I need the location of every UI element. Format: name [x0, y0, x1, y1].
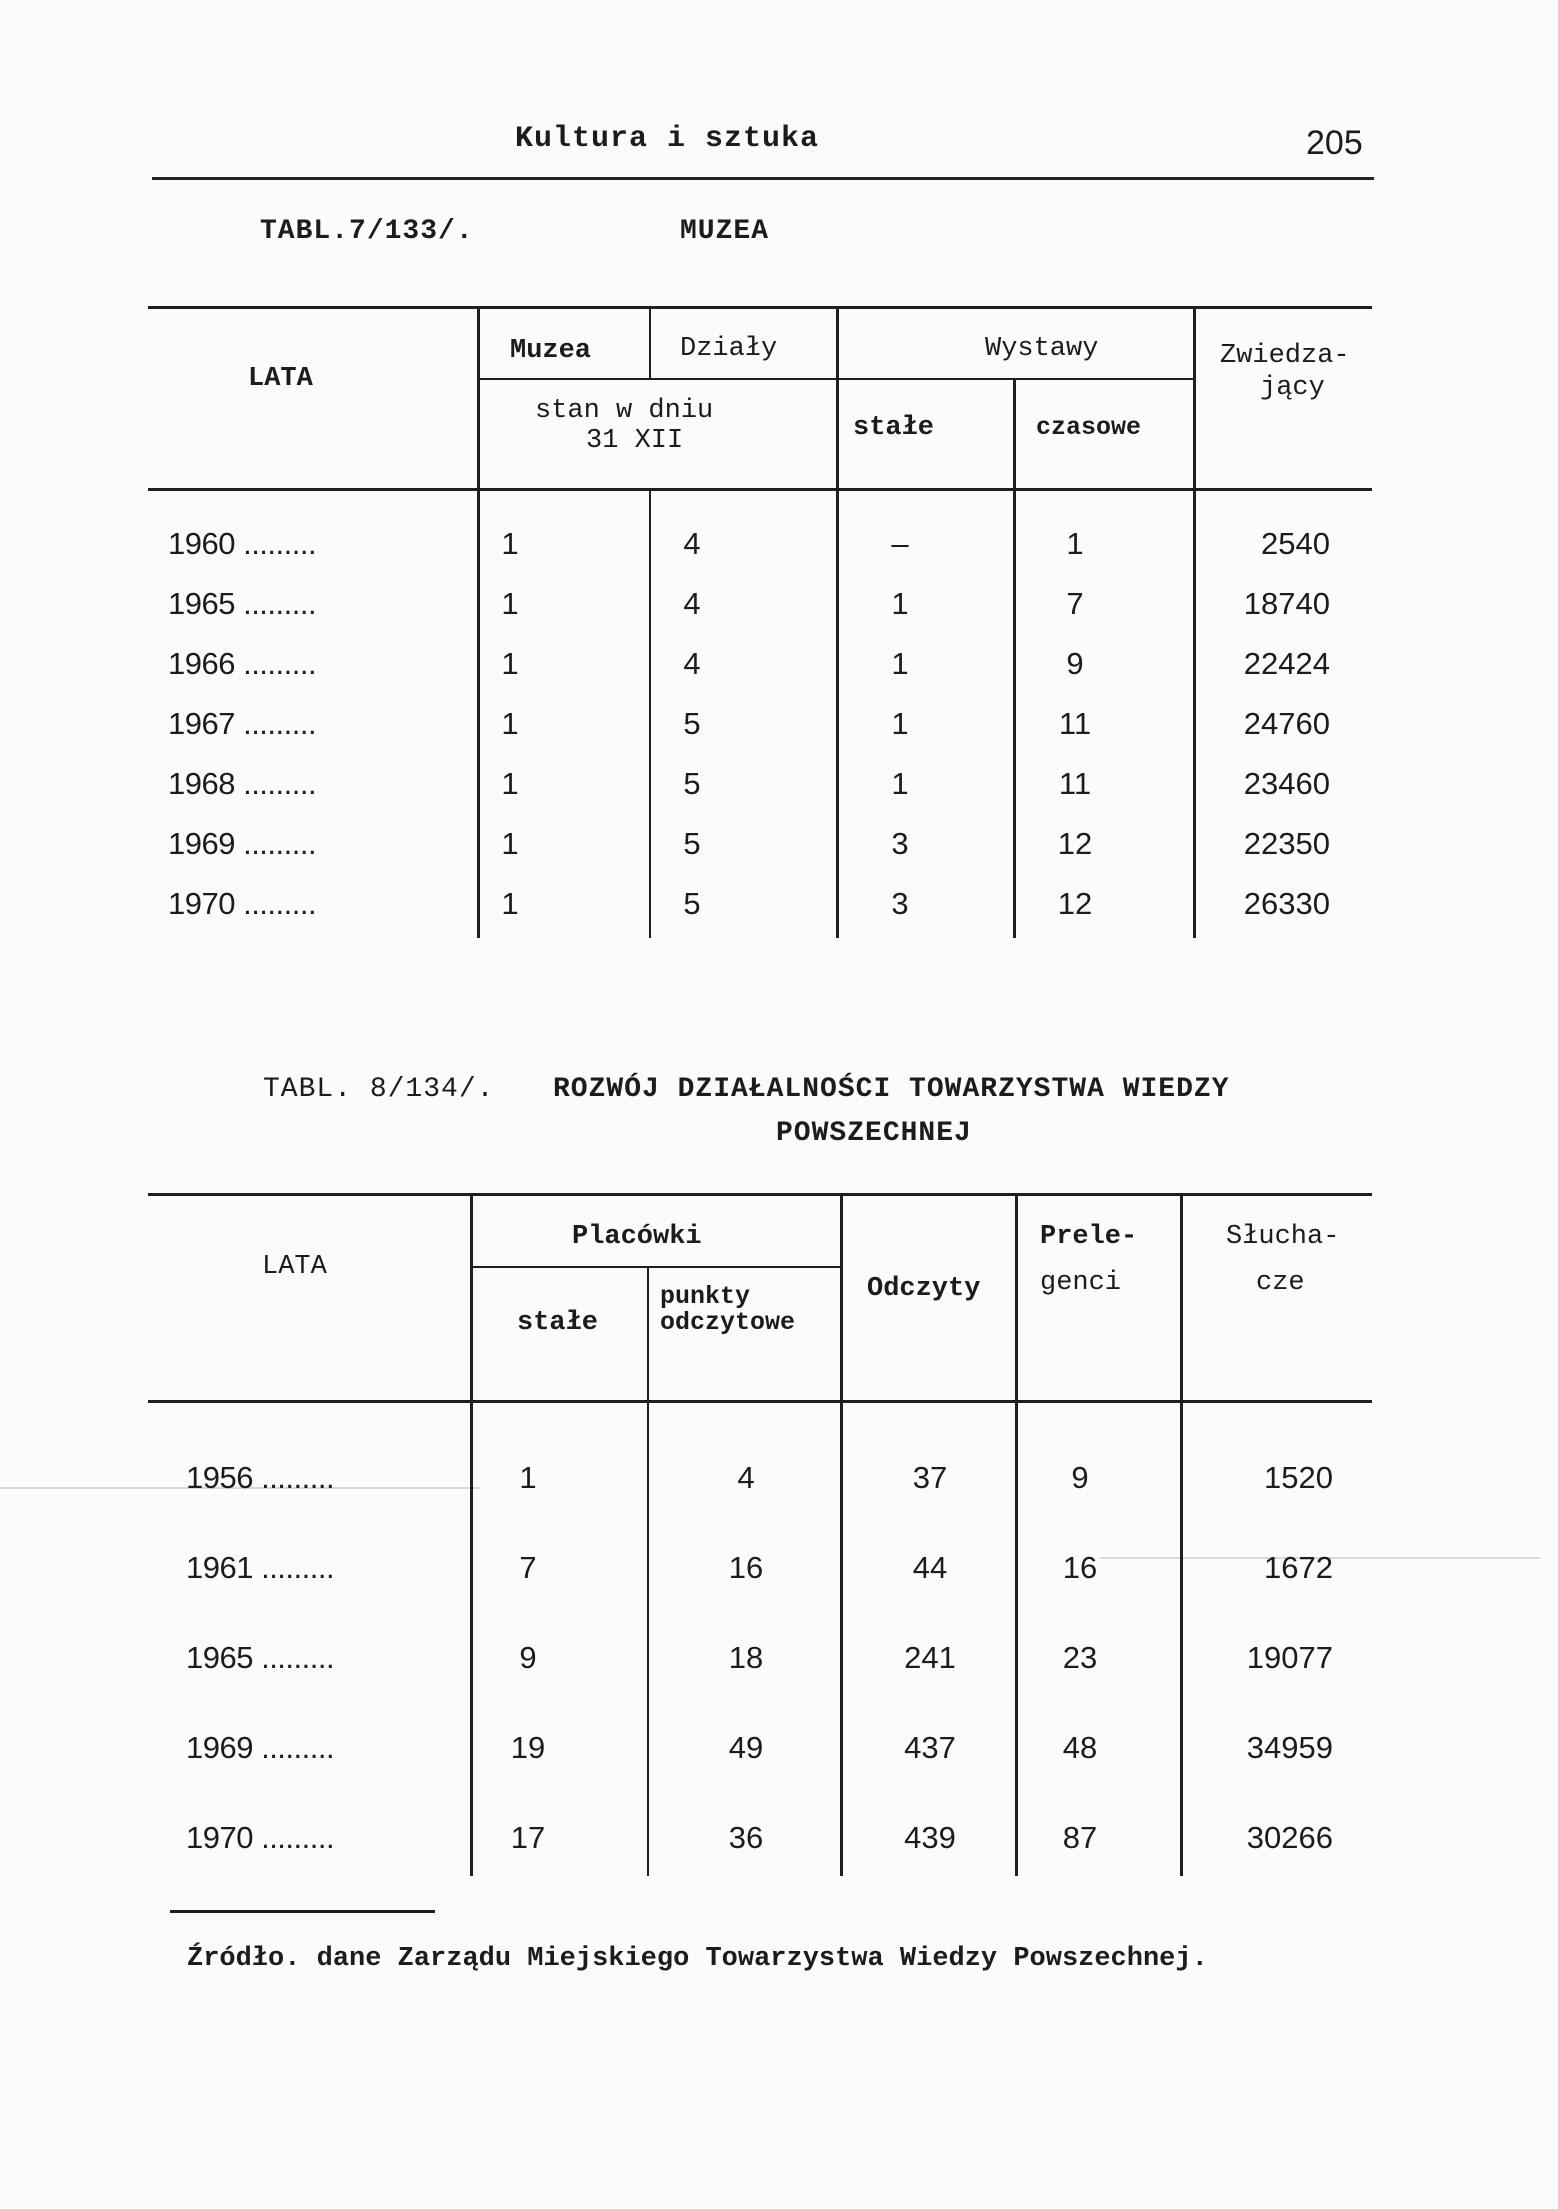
- table1-header-lata: LATA: [248, 364, 313, 394]
- table2-header-prelegenci-line1: Prele-: [1040, 1222, 1138, 1252]
- cell-odczyty: 437: [904, 1730, 956, 1765]
- cell-stale: 1: [891, 586, 909, 621]
- table2-col-divider: [1180, 1193, 1183, 1876]
- cell-odczyty: 439: [904, 1820, 956, 1855]
- cell-czasowe: 11: [1058, 766, 1092, 801]
- cell-dzialy: 4: [683, 526, 701, 561]
- cell-zwiedzajacy: 24760: [1243, 706, 1330, 741]
- cell-stale: 3: [891, 826, 909, 861]
- table2-header-stale: stałe: [517, 1308, 599, 1338]
- cell-stale: 3: [891, 886, 909, 921]
- table2-col-divider: [840, 1193, 843, 1876]
- row-year-label: 1970 .........: [168, 886, 317, 921]
- cell-dzialy: 5: [683, 766, 701, 801]
- table1-col-divider: [1013, 380, 1016, 938]
- cell-odczyty: 37: [912, 1460, 948, 1495]
- table2-top-rule: [148, 1193, 1372, 1196]
- table1-col-divider: [477, 306, 480, 938]
- table1-header-stan-line2: 31 XII: [586, 426, 684, 456]
- cell-punkty: 4: [737, 1460, 755, 1495]
- cell-sluchacze: 19077: [1246, 1640, 1333, 1675]
- table1-caption-title: MUZEA: [680, 216, 770, 247]
- row-year-label: 1960 .........: [168, 526, 317, 561]
- cell-prelegenci: 16: [1062, 1550, 1098, 1585]
- table1-subheader-rule: [478, 378, 838, 380]
- cell-prelegenci: 48: [1062, 1730, 1098, 1765]
- table1-wystawy-rule: [838, 378, 1196, 380]
- table2-header-odczyty: Odczyty: [867, 1274, 981, 1304]
- table1-header-czasowe: czasowe: [1036, 413, 1142, 442]
- row-year-label: 1969 .........: [186, 1730, 335, 1765]
- row-year-label: 1969 .........: [168, 826, 317, 861]
- cell-dzialy: 4: [683, 646, 701, 681]
- cell-muzea: 1: [501, 886, 519, 921]
- table2-caption-title-line2: POWSZECHNEJ: [776, 1118, 972, 1149]
- cell-stale: 1: [891, 646, 909, 681]
- cell-muzea: 1: [501, 766, 519, 801]
- cell-prelegenci: 87: [1062, 1820, 1098, 1855]
- table2-col-divider: [647, 1268, 649, 1876]
- cell-sluchacze: 34959: [1246, 1730, 1333, 1765]
- table1-col-divider: [836, 306, 839, 938]
- cell-muzea: 1: [501, 646, 519, 681]
- cell-zwiedzajacy: 26330: [1243, 886, 1330, 921]
- row-year-label: 1970 .........: [186, 1820, 335, 1855]
- cell-stale: 1: [891, 766, 909, 801]
- row-year-label: 1966 .........: [168, 646, 317, 681]
- table1-header-dzialy: Działy: [680, 334, 778, 364]
- table2-subheader-rule: [472, 1266, 842, 1268]
- page-number: 205: [1306, 124, 1363, 162]
- cell-odczyty: 44: [912, 1550, 948, 1585]
- table2-header-placowki: Placówki: [572, 1222, 702, 1252]
- table2-header-lata: LATA: [262, 1252, 327, 1282]
- cell-czasowe: 9: [1066, 646, 1084, 681]
- cell-odczyty: 241: [904, 1640, 956, 1675]
- cell-zwiedzajacy: 18740: [1243, 586, 1330, 621]
- table1-top-rule: [148, 306, 1372, 309]
- table2-caption-title-line1: ROZWÓJ DZIAŁALNOŚCI TOWARZYSTWA WIEDZY: [553, 1074, 1230, 1105]
- cell-muzea: 1: [501, 826, 519, 861]
- row-year-label: 1967 .........: [168, 706, 317, 741]
- cell-punkty: 18: [728, 1640, 764, 1675]
- cell-punkty: 36: [728, 1820, 764, 1855]
- table1-header-stan-line1: stan w dniu: [535, 396, 714, 426]
- cell-czasowe: 12: [1057, 886, 1093, 921]
- cell-dzialy: 5: [683, 706, 701, 741]
- table2-caption-id: TABL. 8/134/.: [263, 1074, 495, 1105]
- cell-stale: 1: [519, 1460, 537, 1495]
- cell-stale: 9: [519, 1640, 537, 1675]
- cell-prelegenci: 23: [1062, 1640, 1098, 1675]
- cell-stale: –: [891, 526, 909, 561]
- cell-muzea: 1: [501, 526, 519, 561]
- table1-header-zwiedzajacy-line1: Zwiedza-: [1220, 341, 1350, 371]
- cell-stale: 7: [519, 1550, 537, 1585]
- table2-header-prelegenci-line2: genci: [1040, 1268, 1122, 1298]
- table1-col-divider: [649, 306, 651, 378]
- source-footnote: Źródło. dane Zarządu Miejskiego Towarzystwa Wiedzy Powszechnej.: [187, 1944, 1208, 1974]
- cell-zwiedzajacy: 2540: [1261, 526, 1330, 561]
- table2-header-sluchacze-line2: cze: [1256, 1268, 1305, 1298]
- row-year-label: 1965 .........: [186, 1640, 335, 1675]
- cell-sluchacze: 1520: [1264, 1460, 1333, 1495]
- cell-zwiedzajacy: 22424: [1243, 646, 1330, 681]
- table1-header-stale: stałe: [853, 413, 935, 443]
- table1-header-zwiedzajacy-line2: jący: [1260, 373, 1325, 403]
- table2-col-divider: [1015, 1193, 1018, 1876]
- table2-col-divider: [470, 1193, 473, 1876]
- cell-sluchacze: 30266: [1246, 1820, 1333, 1855]
- cell-zwiedzajacy: 23460: [1243, 766, 1330, 801]
- cell-czasowe: 12: [1057, 826, 1093, 861]
- cell-czasowe: 7: [1066, 586, 1084, 621]
- table2-header-punkty-line1: punkty: [660, 1282, 751, 1311]
- cell-stale: 1: [891, 706, 909, 741]
- cell-muzea: 1: [501, 706, 519, 741]
- page-header: [0, 0, 1558, 200]
- table1-header-wystawy: Wystawy: [985, 334, 1099, 364]
- cell-dzialy: 4: [683, 586, 701, 621]
- header-rule: [152, 177, 1374, 180]
- table1-header-muzea: Muzea: [510, 336, 592, 366]
- table1-col-divider: [1193, 306, 1196, 938]
- row-year-label: 1965 .........: [168, 586, 317, 621]
- footnote-rule: [170, 1910, 435, 1913]
- table1-header-bottom-rule: [148, 488, 1372, 491]
- cell-zwiedzajacy: 22350: [1243, 826, 1330, 861]
- cell-muzea: 1: [501, 586, 519, 621]
- cell-punkty: 16: [728, 1550, 764, 1585]
- cell-sluchacze: 1672: [1264, 1550, 1333, 1585]
- table1-col-divider: [649, 490, 651, 938]
- cell-czasowe: 1: [1066, 526, 1084, 561]
- cell-dzialy: 5: [683, 886, 701, 921]
- table2-header-punkty-line2: odczytowe: [660, 1308, 796, 1337]
- running-title: Kultura i sztuka: [515, 122, 820, 156]
- table2-header-bottom-rule: [148, 1400, 1372, 1403]
- table2-header-sluchacze-line1: Słucha-: [1226, 1222, 1340, 1252]
- row-year-label: 1961 .........: [186, 1550, 335, 1585]
- cell-czasowe: 11: [1058, 706, 1092, 741]
- cell-punkty: 49: [728, 1730, 764, 1765]
- cell-stale: 19: [510, 1730, 546, 1765]
- table1-caption-id: TABL.7/133/.: [260, 216, 474, 247]
- cell-stale: 17: [510, 1820, 546, 1855]
- cell-dzialy: 5: [683, 826, 701, 861]
- row-year-label: 1956 .........: [186, 1460, 335, 1495]
- cell-prelegenci: 9: [1071, 1460, 1089, 1495]
- row-year-label: 1968 .........: [168, 766, 317, 801]
